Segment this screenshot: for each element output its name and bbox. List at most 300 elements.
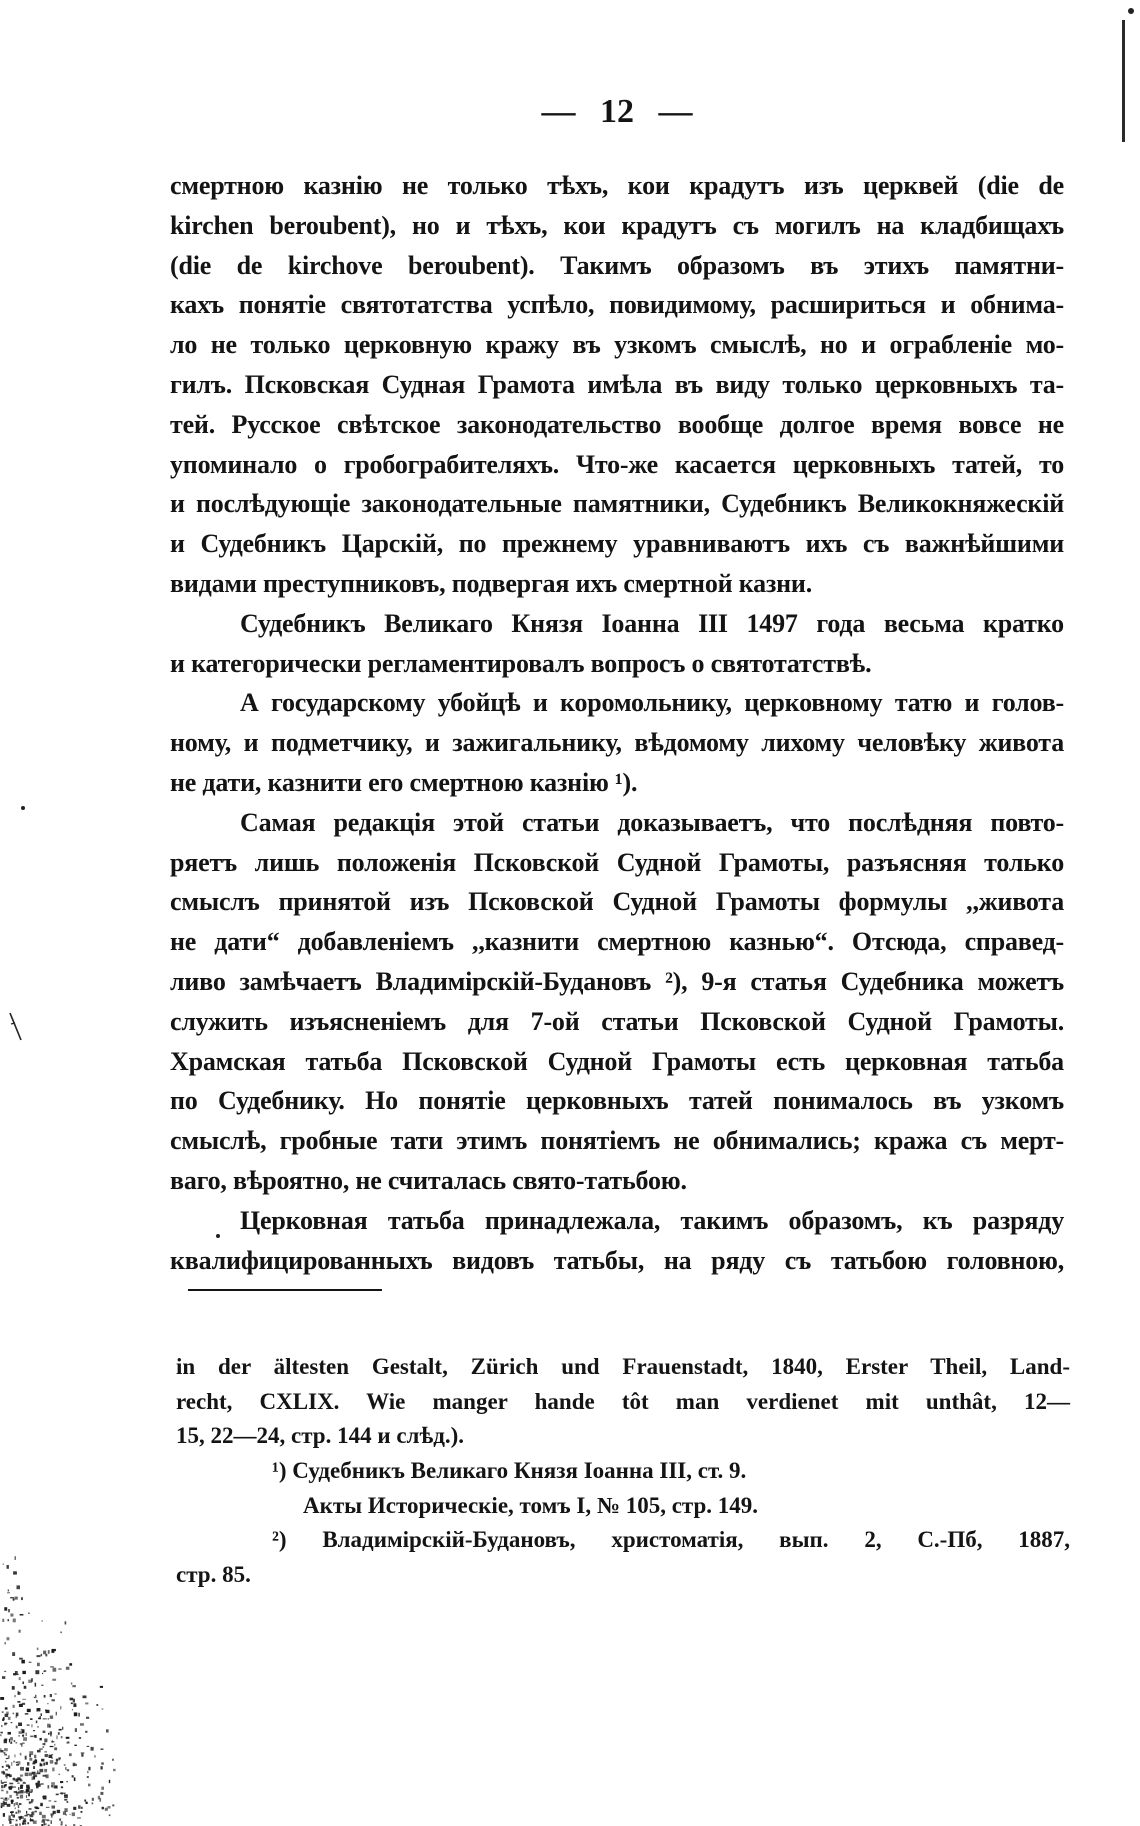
scan-speck bbox=[37, 1786, 39, 1787]
scan-speck bbox=[30, 1718, 32, 1720]
scan-speck bbox=[30, 1736, 33, 1738]
scan-speck bbox=[17, 1797, 19, 1799]
scan-speck bbox=[22, 1735, 24, 1737]
scan-speck bbox=[23, 1682, 24, 1685]
body-line: Церковная татьба принадлежала, такимъ образомъ, къ разряду bbox=[240, 1205, 1064, 1235]
body-line: Храмская татьба Псковской Судной Грамоты есть церковная татьба bbox=[170, 1046, 1064, 1076]
scan-speck bbox=[28, 1793, 30, 1797]
scan-speck bbox=[74, 1777, 76, 1781]
footnote-2 bbox=[176, 1523, 1070, 1592]
scan-speck bbox=[5, 1714, 9, 1717]
scan-speck bbox=[4, 1782, 7, 1783]
scan-speck bbox=[37, 1726, 39, 1728]
paragraph bbox=[170, 1201, 1064, 1281]
scan-speck bbox=[112, 1759, 114, 1761]
scan-speck bbox=[43, 1796, 47, 1800]
scan-speck bbox=[7, 1565, 9, 1569]
scan-speck bbox=[26, 1789, 30, 1792]
scan-speck bbox=[78, 1713, 80, 1717]
scan-speck bbox=[41, 1685, 43, 1686]
scan-speck bbox=[79, 1737, 81, 1739]
scan-speck bbox=[0, 1734, 1, 1736]
scan-speck bbox=[1, 1771, 5, 1773]
footnote-rule bbox=[188, 1289, 382, 1291]
scan-speck bbox=[19, 1735, 20, 1737]
scan-speck bbox=[43, 1651, 46, 1655]
scan-speck bbox=[19, 1731, 23, 1734]
scan-speck bbox=[19, 1704, 23, 1707]
scan-speck bbox=[37, 1708, 41, 1711]
scan-speck bbox=[33, 1730, 35, 1731]
scan-speck bbox=[81, 1752, 85, 1753]
scan-speck bbox=[6, 1777, 8, 1778]
scan-speck bbox=[29, 1758, 32, 1761]
scan-speck bbox=[72, 1812, 75, 1816]
scan-noise bbox=[0, 1556, 170, 1826]
scan-speck bbox=[9, 1815, 11, 1818]
scan-speck bbox=[29, 1802, 31, 1804]
scan-speck bbox=[10, 1737, 13, 1740]
scan-speck bbox=[96, 1704, 98, 1706]
scan-speck bbox=[4, 1607, 7, 1611]
scan-speck bbox=[11, 1762, 12, 1766]
scan-speck bbox=[92, 1803, 94, 1805]
scan-speck bbox=[21, 1597, 23, 1600]
scan-speck bbox=[1, 1785, 3, 1788]
scan-speck bbox=[57, 1810, 60, 1813]
footnote-line: стр. 85. bbox=[176, 1562, 251, 1588]
scan-speck bbox=[19, 1677, 21, 1680]
scan-speck bbox=[12, 1652, 15, 1656]
scan-speck bbox=[27, 1709, 31, 1712]
scan-speck bbox=[33, 1766, 35, 1769]
scan-speck bbox=[68, 1741, 70, 1742]
scan-speck bbox=[73, 1807, 76, 1810]
scan-speck bbox=[101, 1749, 104, 1750]
scan-speck bbox=[41, 1759, 44, 1762]
scan-speck bbox=[5, 1707, 8, 1709]
scan-speck bbox=[18, 1692, 21, 1695]
scan-speck bbox=[25, 1773, 29, 1777]
scan-speck bbox=[71, 1682, 72, 1684]
body-line: смыслѣ, гробные тати этимъ понятіемъ не обнимались; кража съ мерт- bbox=[170, 1126, 1064, 1156]
scan-speck bbox=[15, 1779, 19, 1782]
scan-speck bbox=[3, 1799, 6, 1801]
scan-speck bbox=[30, 1815, 34, 1817]
scan-speck bbox=[66, 1781, 68, 1782]
scan-speck bbox=[16, 1715, 17, 1718]
scan-speck bbox=[31, 1799, 34, 1802]
scan-speck bbox=[10, 1614, 13, 1617]
scan-speck bbox=[31, 1678, 33, 1682]
scan-speck bbox=[71, 1703, 73, 1705]
scan-speck bbox=[64, 1794, 68, 1798]
scan-speck bbox=[83, 1696, 87, 1699]
scan-speck bbox=[78, 1805, 81, 1809]
body-line: Судебникъ Великаго Князя Іоанна III 1497 года весьма кратко bbox=[240, 608, 1064, 638]
scan-speck bbox=[13, 1571, 17, 1574]
scan-speck bbox=[13, 1599, 15, 1601]
scan-speck bbox=[17, 1701, 20, 1703]
scan-speck bbox=[73, 1699, 75, 1703]
scan-speck bbox=[19, 1811, 21, 1813]
scan-speck bbox=[41, 1783, 44, 1784]
scan-speck bbox=[64, 1808, 67, 1812]
scan-speck bbox=[39, 1812, 42, 1815]
scan-mark bbox=[6, 1010, 26, 1044]
body-line: и Судебникъ Царскій, по прежнему уравниваютъ ихъ съ важнѣйшими bbox=[170, 529, 1064, 559]
scan-speck bbox=[14, 1803, 16, 1806]
body-line: тей. Русское свѣтское законодательство вообще долгое время вовсе не bbox=[170, 409, 1064, 439]
scan-speck bbox=[29, 1754, 31, 1757]
scan-speck bbox=[21, 1660, 25, 1664]
scan-speck bbox=[37, 1750, 41, 1753]
body-line: не дати“ добавленіемъ ,,казнити смертною казнью“. Отсюда, справед- bbox=[170, 927, 1064, 957]
scan-speck bbox=[2, 1676, 5, 1679]
scan-speck bbox=[6, 1791, 8, 1794]
scan-speck bbox=[65, 1621, 67, 1624]
scan-speck bbox=[29, 1808, 32, 1809]
scan-speck bbox=[59, 1729, 62, 1731]
scan-speck bbox=[42, 1620, 43, 1622]
body-line: ло не только церковную кражу въ узкомъ смыслѣ, но и ограбленіе мо- bbox=[170, 330, 1064, 360]
scan-speck bbox=[14, 1754, 15, 1757]
footnote-continuation bbox=[176, 1350, 1070, 1454]
scan-speck bbox=[16, 1726, 18, 1729]
scan-speck bbox=[87, 1746, 90, 1747]
body-line: видами преступниковъ, подвергая ихъ смертной казни. bbox=[170, 568, 812, 598]
scan-speck bbox=[56, 1759, 58, 1762]
scan-speck bbox=[26, 1767, 29, 1771]
scan-speck bbox=[37, 1663, 40, 1667]
scan-speck bbox=[53, 1668, 57, 1672]
scan-speck bbox=[86, 1717, 89, 1719]
scan-speck bbox=[102, 1807, 104, 1810]
scan-speck bbox=[7, 1637, 10, 1640]
scan-speck bbox=[19, 1817, 21, 1820]
scan-speck bbox=[23, 1782, 25, 1783]
scan-speck bbox=[33, 1776, 35, 1779]
body-line: kirchen beroubent), но и тѣхъ, кои крадутъ съ могилъ на кладбищахъ bbox=[170, 210, 1064, 240]
scan-speck bbox=[54, 1744, 55, 1746]
scan-speck bbox=[87, 1771, 88, 1773]
scan-speck bbox=[105, 1808, 108, 1811]
scan-speck bbox=[36, 1708, 37, 1711]
footnote-line: 15, 22—24, стр. 144 и слѣд.). bbox=[176, 1423, 465, 1449]
scan-speck bbox=[15, 1556, 16, 1560]
scan-speck bbox=[54, 1785, 58, 1788]
scan-speck bbox=[4, 1671, 6, 1672]
scan-speck bbox=[106, 1729, 109, 1732]
scan-speck bbox=[12, 1686, 15, 1690]
scan-speck bbox=[38, 1781, 40, 1784]
body-line: смыслъ принятой изъ Псковской Судной Грамоты формулы ,,живота bbox=[170, 887, 1064, 917]
scan-speck bbox=[24, 1815, 27, 1817]
scan-speck bbox=[50, 1746, 54, 1747]
scan-speck bbox=[23, 1743, 25, 1744]
scan-speck bbox=[27, 1724, 30, 1725]
scan-speck bbox=[23, 1737, 27, 1741]
scan-speck bbox=[32, 1776, 34, 1780]
scan-speck bbox=[18, 1787, 19, 1790]
scan-speck bbox=[101, 1787, 104, 1790]
scan-speck bbox=[42, 1819, 45, 1822]
scan-speck bbox=[72, 1775, 74, 1777]
scan-speck bbox=[20, 1753, 22, 1756]
scan-speck bbox=[59, 1819, 61, 1821]
scan-speck bbox=[26, 1795, 27, 1798]
scan-speck bbox=[44, 1671, 45, 1672]
body-line: и категорически регламентировалъ вопросъ о святотатствѣ. bbox=[170, 648, 872, 678]
scan-speck bbox=[9, 1783, 13, 1785]
scan-speck bbox=[17, 1783, 19, 1784]
scan-speck bbox=[26, 1785, 30, 1789]
scan-speck bbox=[44, 1822, 45, 1826]
scan-speck bbox=[51, 1757, 53, 1759]
scan-speck bbox=[0, 1697, 4, 1700]
scan-speck bbox=[88, 1767, 90, 1771]
scan-speck bbox=[69, 1753, 72, 1756]
scan-speck bbox=[10, 1741, 12, 1744]
scan-speck bbox=[42, 1673, 43, 1674]
scan-speck bbox=[58, 1757, 60, 1759]
footnote-line: Акты Историческіе, томъ I, № 105, стр. 149. bbox=[303, 1492, 759, 1518]
scan-speck bbox=[69, 1663, 72, 1666]
scan-speck bbox=[20, 1790, 23, 1793]
scan-speck bbox=[9, 1732, 10, 1735]
scan-speck bbox=[37, 1655, 41, 1657]
footnote-line: in der ältesten Gestalt, Zürich und Frauenstadt, 1840, Erster Theil, Land- bbox=[176, 1354, 1070, 1379]
scan-speck bbox=[41, 1715, 42, 1716]
scan-speck bbox=[11, 1722, 13, 1723]
scan-speck bbox=[40, 1716, 41, 1719]
scan-speck bbox=[22, 1823, 26, 1825]
scan-speck bbox=[27, 1762, 29, 1766]
scan-speck bbox=[99, 1798, 101, 1802]
scan-speck bbox=[35, 1811, 37, 1813]
scan-speck bbox=[45, 1819, 49, 1820]
scan-speck bbox=[94, 1755, 95, 1758]
scan-speck bbox=[48, 1785, 50, 1788]
scan-speck bbox=[50, 1716, 53, 1719]
body-text bbox=[170, 166, 1064, 1280]
scan-speck bbox=[29, 1662, 32, 1663]
scan-speck bbox=[101, 1762, 104, 1764]
scan-speck bbox=[84, 1800, 86, 1802]
scan-speck bbox=[7, 1592, 10, 1593]
scan-speck bbox=[16, 1820, 18, 1822]
scan-speck bbox=[54, 1801, 56, 1802]
scan-speck bbox=[13, 1619, 16, 1623]
scan-speck bbox=[46, 1762, 48, 1765]
scan-speck bbox=[66, 1737, 70, 1739]
scan-speck bbox=[72, 1709, 73, 1710]
scan-speck bbox=[56, 1794, 59, 1796]
scan-speck bbox=[46, 1710, 50, 1713]
scan-speck bbox=[18, 1810, 20, 1814]
scan-speck bbox=[31, 1724, 32, 1727]
scan-speck bbox=[72, 1685, 76, 1687]
scan-speck bbox=[15, 1597, 18, 1600]
scan-speck bbox=[73, 1703, 76, 1707]
body-line: квалифицированныхъ видовъ татьбы, на ряду съ татьбою головною, bbox=[170, 1245, 1064, 1275]
body-line: смертною казнію не только тѣхъ, кои крадутъ изъ церквей (die de bbox=[170, 171, 1064, 200]
scan-speck bbox=[19, 1803, 21, 1805]
scan-speck bbox=[74, 1745, 77, 1746]
scan-speck bbox=[20, 1795, 23, 1799]
scan-speck bbox=[8, 1798, 10, 1799]
scan-speck bbox=[50, 1694, 52, 1697]
scan-speck bbox=[13, 1713, 15, 1715]
scan-speck bbox=[6, 1797, 8, 1801]
scan-speck bbox=[52, 1679, 56, 1681]
body-line: по Судебнику. Но понятіе церковныхъ татей понималось въ узкомъ bbox=[170, 1086, 1064, 1116]
scan-speck bbox=[81, 1811, 83, 1813]
scan-speck bbox=[11, 1800, 13, 1802]
scan-speck bbox=[35, 1670, 39, 1674]
scan-speck bbox=[109, 1814, 111, 1816]
scan-speck bbox=[50, 1666, 54, 1668]
scan-speck bbox=[1, 1798, 4, 1799]
scan-speck bbox=[61, 1792, 63, 1794]
paragraph bbox=[170, 604, 1064, 684]
scan-speck bbox=[61, 1786, 63, 1788]
scan-speck bbox=[33, 1821, 37, 1824]
scan-speck bbox=[70, 1814, 71, 1815]
scan-speck bbox=[16, 1742, 18, 1743]
scan-speck bbox=[4, 1754, 7, 1756]
scan-speck bbox=[24, 1791, 26, 1793]
scan-speck bbox=[11, 1819, 14, 1820]
scan-speck bbox=[2, 1824, 3, 1825]
scan-speck bbox=[21, 1729, 22, 1731]
scan-speck bbox=[34, 1760, 37, 1764]
body-line: и послѣдующіе законодательные памятники, Судебникъ Великокняжескій bbox=[170, 489, 1064, 519]
scan-speck bbox=[2, 1619, 4, 1622]
scan-speck bbox=[15, 1671, 18, 1675]
scan-speck bbox=[35, 1683, 37, 1687]
scan-dot bbox=[21, 806, 25, 810]
scan-speck bbox=[81, 1754, 83, 1757]
scan-speck bbox=[64, 1799, 67, 1801]
scan-speck bbox=[29, 1792, 32, 1793]
scan-speck bbox=[86, 1802, 88, 1804]
scan-speck bbox=[16, 1764, 19, 1766]
scan-speck bbox=[20, 1767, 24, 1771]
scan-speck bbox=[45, 1754, 48, 1757]
scan-speck bbox=[54, 1693, 56, 1694]
scan-speck bbox=[34, 1755, 36, 1758]
footnote-line: recht, CXLIX. Wie manger hande tôt man verdienet mit unthât, 12— bbox=[176, 1388, 1070, 1414]
scan-speck bbox=[77, 1817, 81, 1818]
scan-speck bbox=[35, 1695, 36, 1698]
scan-speck bbox=[57, 1735, 58, 1739]
scan-speck bbox=[21, 1744, 22, 1747]
scan-speck bbox=[112, 1805, 114, 1807]
scan-speck bbox=[67, 1801, 69, 1803]
scan-speck bbox=[9, 1739, 10, 1743]
scan-speck bbox=[48, 1733, 49, 1735]
scan-speck bbox=[60, 1706, 61, 1709]
scan-speck bbox=[4, 1752, 6, 1753]
scan-speck bbox=[85, 1703, 88, 1705]
scan-speck bbox=[29, 1773, 32, 1776]
scan-speck bbox=[51, 1820, 52, 1824]
scan-speck bbox=[39, 1769, 43, 1772]
scan-speck bbox=[81, 1807, 83, 1809]
scan-speck bbox=[1, 1725, 2, 1727]
scan-speck bbox=[101, 1766, 103, 1769]
scan-speck bbox=[44, 1751, 47, 1752]
scan-speck bbox=[102, 1709, 104, 1710]
scan-speck bbox=[64, 1764, 66, 1766]
scan-speck bbox=[18, 1805, 19, 1808]
scan-speck bbox=[4, 1748, 8, 1751]
scan-speck bbox=[17, 1585, 21, 1589]
scan-speck bbox=[15, 1802, 18, 1805]
scan-speck bbox=[56, 1712, 57, 1716]
scan-speck bbox=[46, 1807, 50, 1808]
body-line: гилъ. Псковская Судная Грамота имѣла въ виду только церковныхъ та- bbox=[170, 369, 1064, 399]
scan-speck bbox=[43, 1775, 47, 1777]
scan-speck bbox=[22, 1743, 23, 1745]
scan-speck bbox=[87, 1776, 89, 1778]
scan-speck bbox=[67, 1769, 69, 1771]
body-line: упоминало о гробограбителяхъ. Что-же касается церковныхъ татей, то bbox=[170, 449, 1064, 479]
scan-speck bbox=[113, 1769, 116, 1771]
scan-speck bbox=[2, 1782, 4, 1784]
scan-speck bbox=[39, 1749, 43, 1750]
scan-speck bbox=[8, 1787, 12, 1789]
scan-speck bbox=[61, 1736, 63, 1738]
scan-speck bbox=[20, 1785, 23, 1787]
scan-speck bbox=[91, 1747, 94, 1751]
scan-speck bbox=[73, 1764, 77, 1766]
scan-speck bbox=[52, 1699, 55, 1701]
scan-speck bbox=[50, 1813, 53, 1815]
scan-speck bbox=[47, 1703, 48, 1704]
paragraph bbox=[170, 166, 1064, 604]
scan-speck bbox=[19, 1658, 23, 1660]
scan-speck bbox=[22, 1671, 26, 1674]
scan-speck bbox=[60, 1781, 63, 1783]
body-line: ливо замѣчаетъ Владимірскій-Будановъ ²), 9-я статья Судебника можетъ bbox=[170, 966, 1064, 996]
scan-speck bbox=[5, 1761, 7, 1763]
scan-speck bbox=[8, 1755, 10, 1758]
scan-speck bbox=[32, 1772, 36, 1775]
body-line: не дати, казнити его смертною казнію ¹). bbox=[170, 767, 638, 797]
scan-speck bbox=[39, 1772, 41, 1773]
scan-speck bbox=[3, 1717, 5, 1720]
scan-speck bbox=[92, 1798, 94, 1801]
scan-speck bbox=[3, 1564, 4, 1565]
body-line: служить изъясненіемъ для 7-ой статьи Псковской Судной Грамоты. bbox=[170, 1006, 1064, 1036]
scan-speck bbox=[50, 1732, 52, 1736]
scan-speck bbox=[35, 1735, 37, 1738]
scan-speck bbox=[2, 1766, 4, 1768]
scan-speck bbox=[52, 1806, 56, 1809]
scan-speck bbox=[49, 1800, 52, 1801]
scan-speck bbox=[20, 1614, 24, 1616]
scan-speck bbox=[24, 1819, 26, 1820]
scan-speck bbox=[10, 1597, 14, 1598]
scan-speck bbox=[15, 1695, 16, 1697]
scan-speck bbox=[19, 1630, 21, 1633]
scan-speck bbox=[31, 1812, 32, 1815]
scan-speck bbox=[13, 1815, 16, 1818]
scan-speck bbox=[12, 1786, 16, 1787]
footnote-line: ²) Владимірскій-Будановъ, христоматія, вып. 2, С.-Пб, 1887, bbox=[272, 1527, 1070, 1553]
